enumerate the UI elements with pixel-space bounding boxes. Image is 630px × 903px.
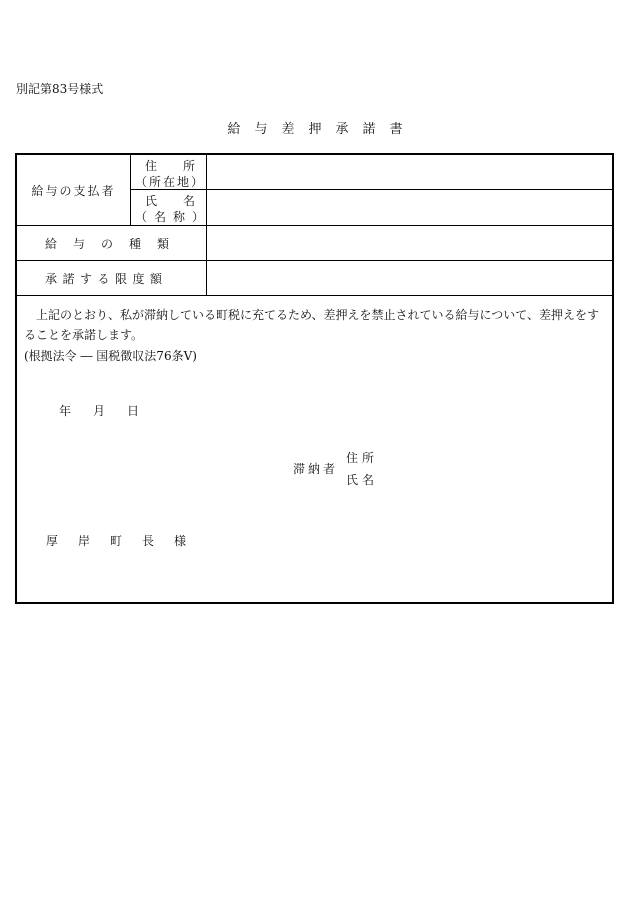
delinquent-name: 氏名 (346, 473, 379, 487)
delinquent-label: 滞納者 (293, 462, 339, 476)
document-title: 給与差押承諾書 (227, 122, 417, 137)
addressee-char: 町 (109, 534, 122, 548)
name-value[interactable] (207, 190, 614, 225)
consent-text: 上記のとおり、私が滞納している町税に充てるため、差押えを禁止されている給与について、差押えをすることを承諾します。 (24, 308, 600, 342)
addressee (46, 532, 186, 549)
addressee-char: 厚 (46, 534, 59, 548)
legal-basis: (根拠法令 ― 国税徴収法76条Ⅴ) (24, 349, 197, 363)
payer-label-text: 給与の支払者 (31, 183, 116, 198)
address-label-char: 所 (182, 158, 195, 173)
address-label-sub: （所在地） (135, 174, 206, 189)
date-day: 日 (127, 404, 140, 418)
name-label-char: 氏 (145, 193, 158, 208)
form-frame (15, 153, 614, 604)
addressee-char: 岸 (77, 534, 90, 548)
salary-type-value[interactable] (207, 226, 614, 260)
row-divider (17, 295, 614, 296)
date-month: 月 (93, 404, 106, 418)
address-label-char: 住 (145, 158, 158, 173)
date-year: 年 (59, 404, 72, 418)
addressee-char: 様 (173, 534, 186, 548)
name-label-sub: （名称） (135, 209, 212, 224)
address-value[interactable] (207, 155, 614, 189)
addressee-char: 長 (141, 534, 154, 548)
name-label (145, 192, 195, 208)
address-label (145, 157, 195, 173)
name-label-char: 名 (182, 193, 195, 208)
form-number: 別記第83号様式 (16, 82, 104, 96)
column-divider (130, 155, 131, 226)
payer-label (17, 155, 130, 225)
salary-type-label: 給与の種類 (45, 236, 186, 251)
limit-label: 承諾する限度額 (45, 271, 168, 286)
delinquent-address: 住所 (346, 451, 379, 465)
limit-value[interactable] (207, 261, 614, 295)
